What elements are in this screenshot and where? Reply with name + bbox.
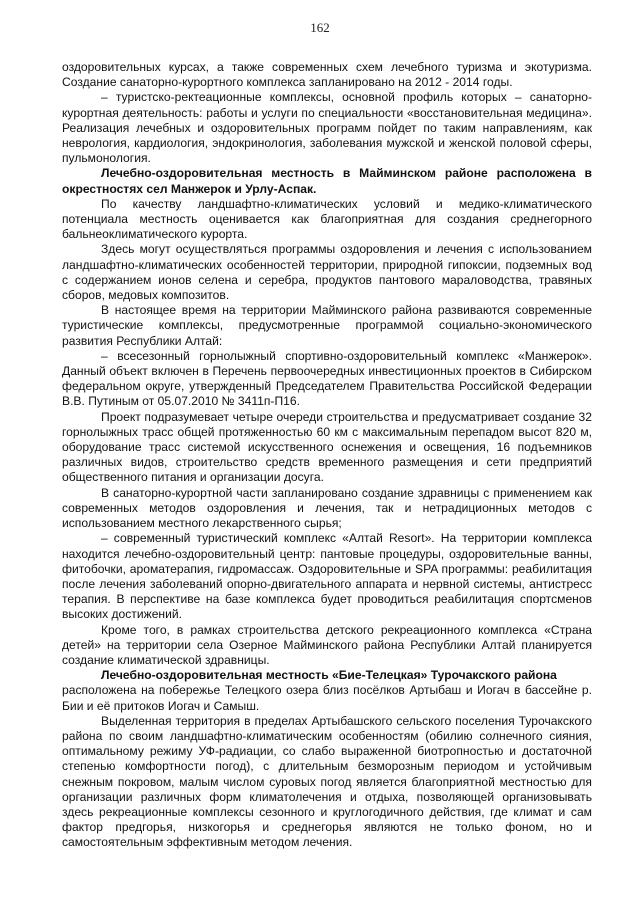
paragraph: Здесь могут осуществляться программы оздоровления и лечения с использованием ландшафтно-климатических особенностей территории, природной гипоксии, подземных вод с содержанием ионов селена и серебра, продуктов пантового мараловодства, травяных сборов, медовых композитов.	[62, 242, 592, 303]
section-heading: Лечебно-оздоровительная местность в Майминском районе расположена в окрестностях сел Манжерок и Урлу-Аспак.	[62, 166, 592, 196]
list-item: – современный туристический комплекс «Алтай Resort». На территории комплекса находится лечебно-оздоровительный центр: пантовые процедуры, оздоровительные ванны, фитобочки, ароматерапия, гидромассаж. Оздоровительные и SPA программы: реабилитация после лечения заболеваний опорно-двигательного аппарата и нервной системы, антистресс терапия. В перспективе на базе комплекса будет проводиться реабилитация спортсменов высоких достижений.	[62, 531, 592, 622]
paragraph: – туристско-ректеационные комплексы, основной профиль которых – санаторно-курортная деятельность: работы и услуги по специальности «восстановительная медицина». Реализация лечебных и оздоровительных программ пойдет по таким направлениям, как неврология, кардиология, эндокринология, заболевания мужской и женской половой сферы, пульмонология.	[62, 90, 592, 166]
paragraph: расположена на побережье Телецкого озера близ посёлков Артыбаш и Иогач в бассейне р. Бии и её притоков Иогач и Самыш.	[62, 683, 592, 713]
paragraph: В санаторно-курортной части запланировано создание здравницы с применением как современных методов оздоровления и лечения, так и нетрадиционных методов с использованием местного лекарственного сырья;	[62, 485, 592, 531]
list-item: – всесезонный горнолыжный спортивно-оздоровительный комплекс «Манжерок». Данный объект включен в Перечень первоочередных инвестиционных проектов в Сибирском федеральном округе, утвержденный Председателем Правительства Российской Федерации В.В. Путиным от 05.07.2010 № 3411п-П16.	[62, 348, 592, 409]
page-number: 162	[310, 20, 330, 35]
body-text	[62, 60, 592, 851]
section-heading: Лечебно-оздоровительная местность «Бие-Телецкая» Турочакского района	[101, 668, 557, 683]
paragraph: оздоровительных курсах, а также современных схем лечебного туризма и экотуризма. Создание санаторно-курортного комплекса запланировано на 2012 - 2014 годы.	[62, 60, 592, 90]
paragraph: По качеству ландшафтно-климатических условий и медико-климатического потенциала местность оценивается как благоприятная для создания среднегорного бальнеоклиматического курорта.	[62, 196, 592, 242]
paragraph: Проект подразумевает четыре очереди строительства и предусматривает создание 32 горнолыжных трасс общей протяженностью 60 км с максимальным перепадом высот 820 м, оборудование трасс системой искусственного оснежения и освещения, 16 подъемников различных видов, строительство средств временного размещения и сети предприятий общественного питания и организации досуга.	[62, 409, 592, 485]
paragraph: Кроме того, в рамках строительства детского рекреационного комплекса «Страна детей» на территории села Озерное Майминского района Республики Алтай планируется создание климатической здравницы.	[62, 622, 592, 667]
paragraph: В настоящее время на территории Майминского района развиваются современные туристические комплексы, предусмотренные программой социально-экономического развития Республики Алтай:	[62, 303, 592, 348]
paragraph: Выделенная территория в пределах Артыбашского сельского поселения Турочакского района по своим ландшафтно-климатическим особенностям (обилию солнечного сияния, оптимальному режиму УФ-радиации, со слабо выраженной биотропностью и достаточной степенью комфортности погод), с длительным безморозным периодом и устойчивым снежным покровом, малым числом суровых погод является благоприятной местностью для организации различных форм климатолечения и отдыха, позволяющей организовывать здесь рекреационные комплексы сезонного и круглогодичного действия, где климат и сам фактор предгорья, низкогорья и среднегорья являются не только фоном, но и самостоятельным эффективным методом лечения.	[62, 713, 592, 850]
